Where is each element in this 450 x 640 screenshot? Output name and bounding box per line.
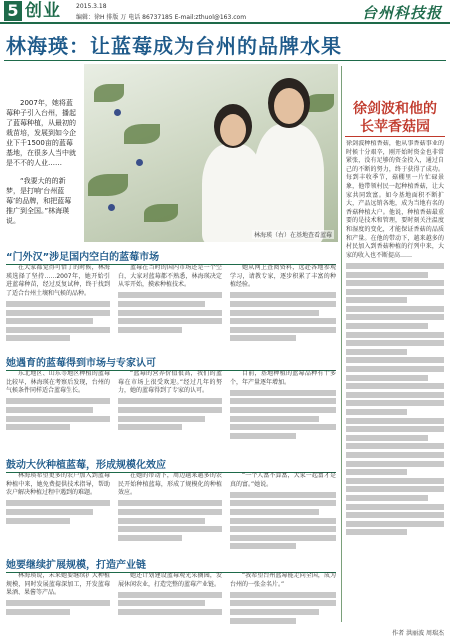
section-2-title: 她遇育的蓝莓得到市场与专家认可: [6, 354, 336, 371]
sidebar-text: 徐剑波种植香菇，他从事香菇事业的时候十分艰辛，刚开始时资金也非常紧张，没有足够的资金投入，通过自己的不断的努力，终于获得了成功。每到丰收季节，菇棚里一片忙碌景象，他带领村民一起种植香菇，让大家共同致富。如今基地面积不断扩大，产品远销各地，成为当地有名的香菇种植大户。他说，种植香菇最重要的是技术和管理，要时刻关注温度和湿度的变化，才能保证香菇的品质和产量。在他的带动下，越来越多的村民加入到香菇种植的行列中来，大家的收入也不断提高……: [346, 140, 444, 259]
sidebar-divider: [341, 66, 342, 622]
section-4-text-1: 林海瑛说，未来她要继续扩大种植规模，同时发展蓝莓深加工，开发蓝莓果酒、果酱等产品。: [6, 572, 110, 597]
section-3-col-1: [6, 472, 110, 552]
section-name: 创业: [25, 1, 61, 21]
section-4-title: 她要继续扩展规模，打造产业链: [6, 556, 336, 573]
headline-divider: [4, 60, 446, 61]
section-4-text-3: “我希望台州蓝莓能走向全国，成为台州的一张金名片。”: [230, 572, 336, 588]
section-1-text-3: 她从网上查阅资料，远赴各地参观学习，请教专家，逐步积累了丰富的种植经验。: [230, 264, 336, 289]
section-1-text-2: 蓝莓在当时的国内市场还是一个空白，大家对蓝莓都不熟悉，林海瑛决定从零开始，摸索种植技术。: [118, 264, 222, 289]
sidebar-author: 作者 洪丽波 周瑞杰: [392, 630, 444, 637]
section-3-text-2: 在她的带动下，周边越来越多的农民开始种植蓝莓，形成了规模化的种植效应。: [118, 472, 222, 497]
section-3-text-3: “一个人富不算富，大家一起富才是真的富。”她说。: [230, 472, 336, 488]
lead-column: [6, 98, 78, 234]
photo-caption: 林海瑛（右）在基地查看蓝莓: [253, 232, 332, 239]
section-3-text-1: 林海瑛希望更多的农户加入到蓝莓种植中来，她免费提供技术指导，帮助农户解决种植过程中遇到的难题。: [6, 472, 110, 497]
section-3-title: 鼓动大伙种植蓝莓，形成规模化效应: [6, 456, 336, 473]
headline: 林海瑛：让蓝莓成为台州的品牌水果: [6, 34, 342, 58]
section-2-col-3: [230, 370, 336, 452]
issue-date: 2015.3.18: [76, 3, 107, 10]
paper-name: 台州科技报: [361, 4, 442, 22]
editor-contact: 编辑：徐H 排版 万 电话 86737185 E-mail:zthuol@163.com: [76, 14, 247, 21]
section-4-col-1: [6, 572, 110, 636]
section-4-text-2: 她还计划建设蓝莓观光采摘园，发展休闲农业，打造完整的蓝莓产业链。: [118, 572, 222, 588]
lead-paragraph: 2007年，她将蓝莓种子引入台州，播起了蓝莓种植，从最初的栽苗培，发展到如今企业下千1500亩的蓝莓基地，在很多人当中就是不不的人业……: [6, 99, 76, 167]
section-2-text-2: “蓝莓的营养价值很高，我们的蓝莓在市场上很受欢迎。”经过几年的努力，她的蓝莓得到了专家的认可。: [118, 370, 222, 395]
section-2-text-3: 目前，基地种植的蓝莓品种有十多个，年产量逐年增加。: [230, 370, 336, 386]
sidebar-body: [346, 140, 444, 612]
section-2-text-1: 东北地区、山东等地区种植的蓝莓比较早，林海瑛在考察后发现，台州的气候条件同样适合蓝莓生长。: [6, 370, 110, 395]
lead-quote: “我要大的的新梦，是打响‘台州蓝莓’的品牌，和把蓝莓推广到全国。”林海瑛说。: [6, 177, 72, 225]
section-1-col-3: [230, 264, 336, 350]
section-4-col-3: [230, 572, 336, 636]
sidebar-title-line2: 长苹香菇园: [360, 119, 430, 135]
section-3-col-2: [118, 472, 222, 552]
sidebar-title-rule: [345, 136, 445, 137]
section-4-col-2: [118, 572, 222, 636]
person-right: [254, 124, 324, 242]
section-2-col-1: [6, 370, 110, 452]
section-1-col-2: [118, 264, 222, 350]
section-2-col-2: [118, 370, 222, 452]
sidebar-title: 徐剑波和他的: [353, 101, 437, 117]
feature-photo: [84, 64, 338, 242]
page-number: 5: [4, 1, 22, 21]
section-1-title: “门外汉”涉足国内空白的蓝莓市场: [6, 248, 336, 265]
masthead: [0, 0, 450, 24]
section-1-text-1: 在大家都觉得可惜了的时候，林海瑛选择了坚持……2007年，她开始引进蓝莓种苗，经过反复试种，终于找到了适合台州土壤和气候的品种。: [6, 264, 110, 297]
section-1-col-1: [6, 264, 110, 350]
section-3-col-3: [230, 472, 336, 552]
